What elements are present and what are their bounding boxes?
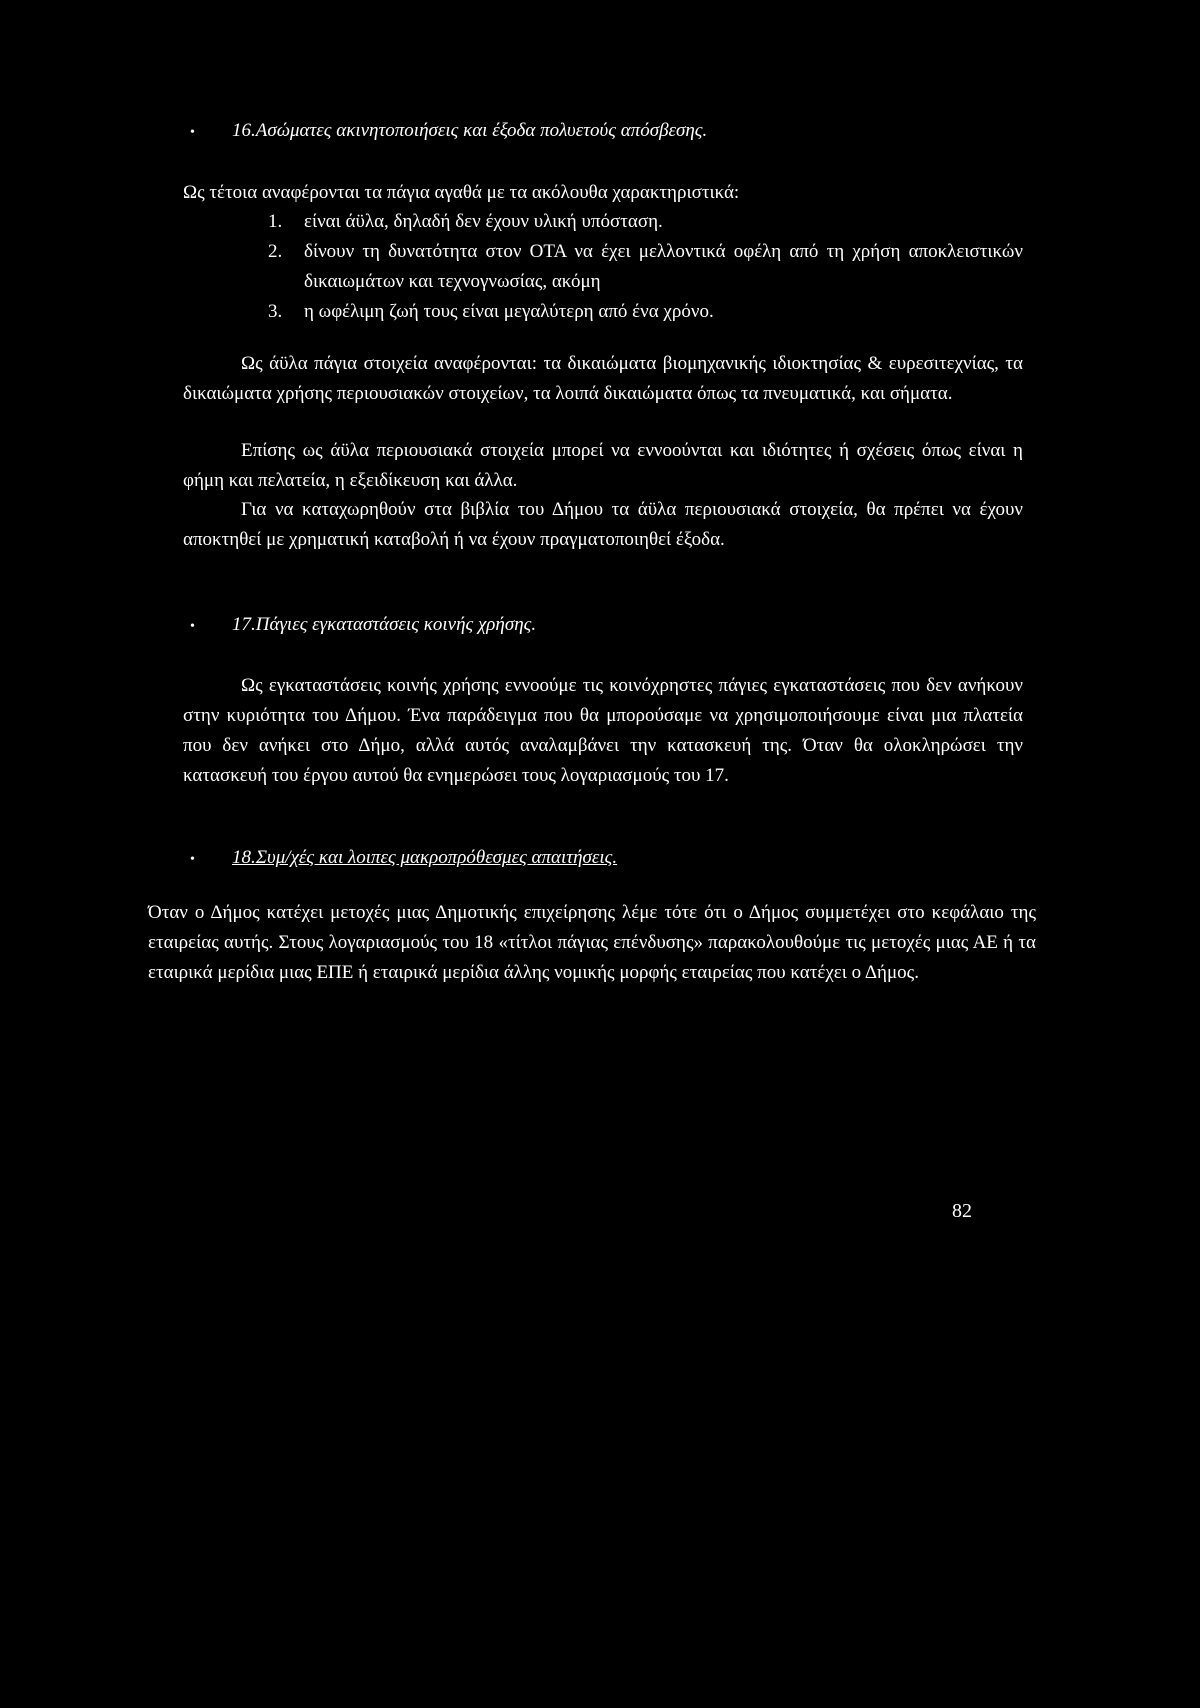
list-item-text: είναι άϋλα, δηλαδή δεν έχουν υλική υπόσταση. — [304, 211, 663, 232]
section-17-title: 17.Πάγιες εγκαταστάσεις κοινής χρήσης. — [232, 614, 537, 635]
characteristics-list — [268, 207, 1023, 327]
list-item — [268, 207, 1023, 237]
intangible-qualities-paragraph: Επίσης ως άϋλα περιουσιακά στοιχεία μπορεί να εννοούνται και ιδιότητες ή σχέσεις όπως είναι η φήμη και πελατεία, η εξειδίκευση και άλλα. — [183, 440, 1023, 491]
common-use-paragraph: Ως εγκαταστάσεις κοινής χρήσης εννοούμε τις κοινόχρηστες πάγιες εγκαταστάσεις που δεν ανήκουν στην κυριότητα του Δήμου. Ένα παράδειγμα που θα μπορούσαμε να χρησιμοποιήσουμε είναι μια πλατεία που δεν ανήκει στο Δήμο, αλλά αυτός αναλαμβάνει την κατασκευή της. Όταν θα ολοκληρώσει την κατασκευή του έργου αυτού θα ενημερώσει τους λογαριασμούς του 17. — [183, 675, 1023, 786]
section-16-intro: Ως τέτοια αναφέρονται τα πάγια αγαθά με τα ακόλουθα χαρακτηριστικά: — [183, 182, 740, 203]
registration-paragraph: Για να καταχωρηθούν στα βιβλία του Δήμου τα άϋλα περιουσιακά στοιχεία, θα πρέπει να έχουν αποκτηθεί με χρηματική καταβολή ή να έχουν πραγματοποιηθεί έξοδα. — [183, 499, 1023, 550]
section-18-title: 18.Συμ/χές και λοιπες μακροπρόθεσμες απαιτήσεις. — [232, 847, 618, 868]
bullet: • — [190, 852, 195, 867]
list-item — [268, 297, 1023, 327]
list-item — [268, 237, 1023, 297]
list-item-text: δίνουν τη δυνατότητα στον ΟΤΑ να έχει μελλοντικά οφέλη από τη χρήση αποκλειστικών δικαιωμάτων και τεχνογνωσίας, ακόμη — [304, 241, 1023, 292]
list-item-number: 3. — [268, 301, 283, 322]
bullet: • — [190, 619, 195, 634]
section-16-title: 16.Ασώματες ακινητοποιήσεις και έξοδα πολυετούς απόσβεσης. — [232, 120, 708, 141]
bullet: • — [190, 125, 195, 140]
section-18-heading — [190, 843, 990, 875]
list-item-text: η ωφέλιμη ζωή τους είναι μεγαλύτερη από ένα χρόνο. — [304, 301, 714, 322]
page-number: 82 — [952, 1200, 972, 1222]
list-item-number: 1. — [268, 211, 283, 232]
section-17-heading — [190, 610, 990, 642]
intangible-assets-paragraph: Ως άϋλα πάγια στοιχεία αναφέρονται: τα δικαιώματα βιομηχανικής ιδιοκτησίας & ευρεσιτεχνίας, τα δικαιώματα χρήσης περιουσιακών στοιχείων, τα λοιπά δικαιώματα όπως τα πνευματικά, και σήματα. — [183, 353, 1023, 404]
section-16-heading — [190, 116, 990, 148]
shareholdings-paragraph: Όταν ο Δήμος κατέχει μετοχές μιας Δημοτικής επιχείρησης λέμε τότε ότι ο Δήμος συμμετέχει στο κεφάλαιο της εταιρείας αυτής. Στους λογαριασμούς του 18 «τίτλοι πάγιας επένδυσης» παρακολουθούμε τις μετοχές μιας ΑΕ ή τα εταιρικά μερίδια μιας ΕΠΕ ή εταιρικά μερίδια άλλης νομικής μορφής εταιρείας που κατέχει ο Δήμος. — [148, 902, 1036, 983]
list-item-number: 2. — [268, 241, 283, 262]
